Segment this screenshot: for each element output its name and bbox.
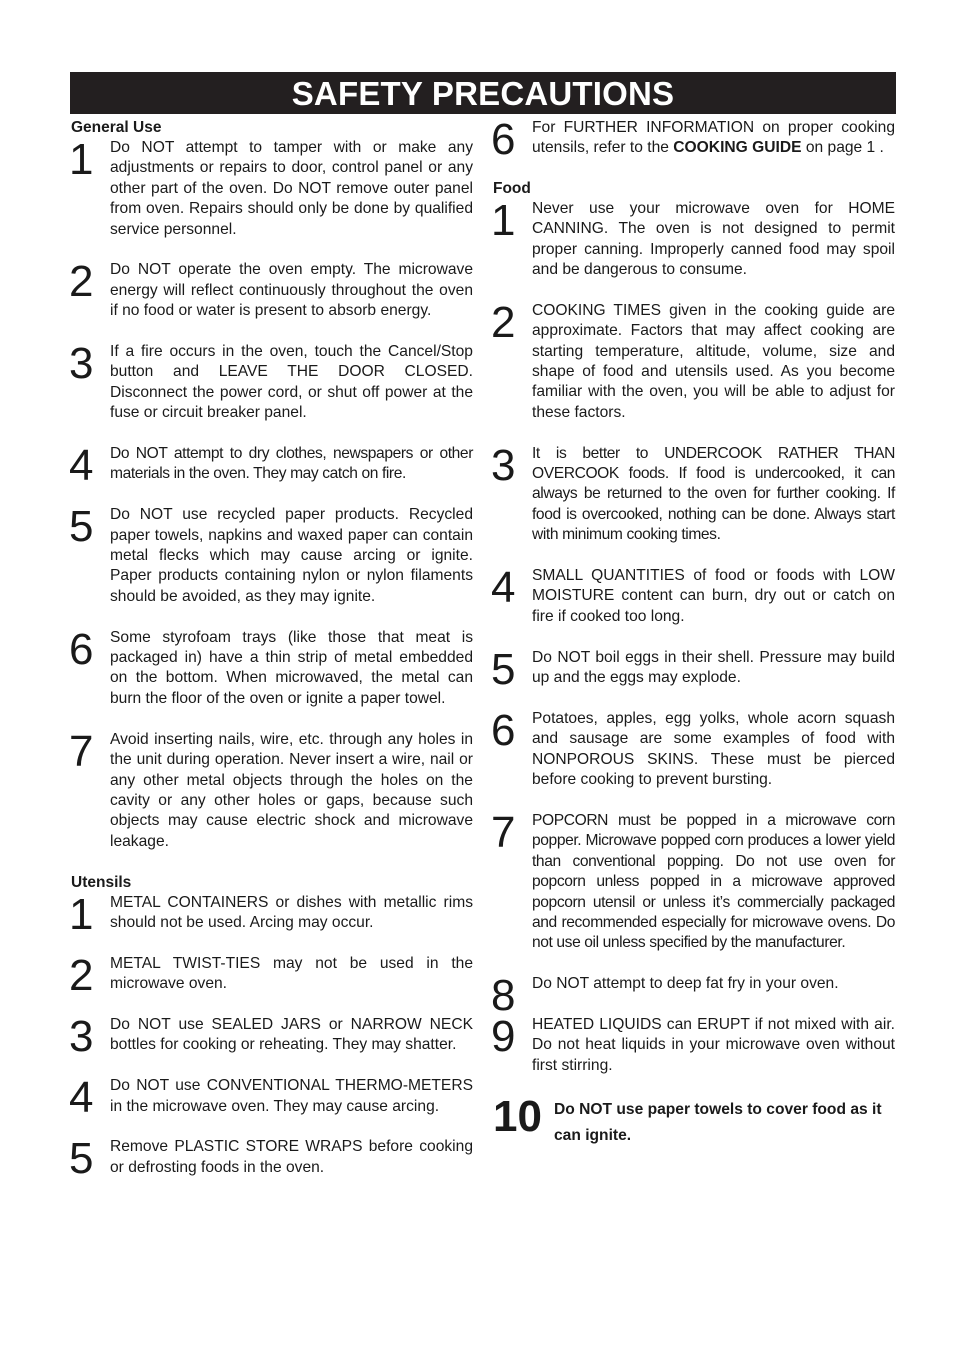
item-number: 6 bbox=[491, 705, 516, 755]
item-number: 4 bbox=[69, 1073, 94, 1123]
item-text: Do NOT use SEALED JARS or NARROW NECK bottles for cooking or reheating. They may shatter. bbox=[110, 1015, 473, 1054]
item-text: Do NOT use paper towels to cover food as it can ignite. bbox=[554, 1100, 882, 1144]
item-text: Never use your microwave oven for HOME CANNING. The oven is not designed to permit proper canning. Improperly canned food may spoil and be dangerous to consume. bbox=[532, 199, 895, 279]
general-use-item-6 bbox=[69, 624, 473, 710]
section-heading-food: Food bbox=[493, 179, 531, 197]
item-text: Some styrofoam trays (like those that meat is packaged in) have a thin strip of metal embedded on the bottom. When microwaved, the metal can burn the floor of the oven or ignite a paper towel. bbox=[110, 628, 473, 707]
item-text: It is better to UNDERCOOK RATHER THAN OVERCOOK foods. If food is undercooked, it can always be returned to the oven for further cooking. If food is overcooked, nothing can be done. Always start with minimum cooking times. bbox=[532, 444, 895, 544]
general-use-item-3 bbox=[69, 339, 473, 424]
item-number: 8 bbox=[491, 971, 516, 1021]
food-item-7 bbox=[491, 807, 895, 954]
item-text: Do NOT operate the oven empty. The microwave energy will reflect continuously throughout the oven if no food or water is present to absorb energy. bbox=[110, 261, 473, 320]
item-number: 2 bbox=[69, 950, 94, 1000]
utensils-item-4 bbox=[69, 1073, 473, 1123]
food-item-4 bbox=[491, 563, 895, 627]
item-number: 2 bbox=[69, 257, 94, 307]
item-number: 5 bbox=[69, 502, 94, 552]
item-number: 10 bbox=[493, 1091, 542, 1141]
item-text: HEATED LIQUIDS can ERUPT if not mixed with air. Do not heat liquids in your microwave oven without first stirring. bbox=[532, 1015, 895, 1074]
utensils-item-1 bbox=[69, 889, 473, 939]
item-text: METAL TWIST-TIES may not be used in the microwave oven. bbox=[110, 954, 473, 993]
item-text: If a fire occurs in the oven, touch the Cancel/Stop button and LEAVE THE DOOR CLOSED. Disconnect the power cord, or shut off power at the fuse or circuit breaker panel. bbox=[110, 343, 473, 422]
item-number: 4 bbox=[69, 441, 94, 491]
section-heading-utensils: Utensils bbox=[71, 873, 132, 891]
item-number: 2 bbox=[491, 297, 516, 347]
section-heading-general-use: General Use bbox=[71, 119, 162, 136]
item-number: 3 bbox=[69, 1011, 94, 1061]
item-text: Do NOT boil eggs in their shell. Pressure may build up and the eggs may explode. bbox=[532, 648, 895, 687]
item-text: Do NOT attempt to deep fat fry in your oven. bbox=[532, 975, 839, 993]
food-item-1 bbox=[491, 195, 895, 281]
item-text: Do NOT attempt to dry clothes, newspapers or other materials in the oven. They may catch on fire. bbox=[110, 445, 473, 483]
item-number: 7 bbox=[69, 726, 94, 776]
item-text: METAL CONTAINERS or dishes with metallic rims should not be used. Arcing may occur. bbox=[110, 893, 473, 931]
item-number: 1 bbox=[491, 195, 516, 245]
general-use-item-2 bbox=[69, 257, 473, 321]
left-column bbox=[71, 118, 473, 1199]
item-text: Do NOT use recycled paper products. Recycled paper towels, napkins and waxed paper can contain metal flecks which may cause arcing or ignite. Paper products containing nylon or nylon filaments should be avoided, as they may ignite. bbox=[110, 506, 473, 605]
item-text: Do NOT attempt to tamper with or make any adjustments or repairs to door, control panel or any other part of the oven. Do NOT remove outer panel from oven. Repairs should only be done by qualified service personnel. bbox=[110, 139, 473, 238]
utensils-item-2 bbox=[69, 950, 473, 1000]
general-use-item-1 bbox=[69, 135, 473, 240]
food-item-2 bbox=[491, 297, 895, 423]
food-item-8 bbox=[491, 971, 895, 1021]
general-use-item-7 bbox=[69, 726, 473, 852]
item-number: 1 bbox=[69, 889, 94, 939]
item-number: 6 bbox=[491, 115, 516, 164]
item-number: 5 bbox=[491, 644, 516, 694]
food-item-9 bbox=[491, 1011, 895, 1076]
item-text bbox=[532, 118, 895, 159]
food-item-5 bbox=[491, 644, 895, 694]
general-use-item-4 bbox=[69, 441, 473, 491]
item-text-part: For FURTHER INFORMATION on proper cooking utensils, refer to the bbox=[532, 119, 895, 157]
item-text-part: on page 1 . bbox=[801, 139, 884, 157]
item-text: Remove PLASTIC STORE WRAPS before cooking or defrosting foods in the oven. bbox=[110, 1138, 473, 1176]
item-number: 3 bbox=[69, 339, 94, 389]
item-text: SMALL QUANTITIES of food or foods with LOW MOISTURE content can burn, dry out or catch on fire if cooked too long. bbox=[532, 567, 895, 625]
general-use-item-5 bbox=[69, 502, 473, 607]
food-item-3 bbox=[491, 440, 895, 546]
item-text: POPCORN must be popped in a microwave corn popper. Microwave popped corn produces a lower yield than conventional popping. Do not use oven for popcorn unless popped in a microwave approved popcorn utensil or unless it’s commercially packaged and recommended especially for microwave ovens. Do not use oil unless specified by the manufacturer. bbox=[532, 811, 895, 952]
item-number: 6 bbox=[69, 624, 94, 674]
utensils-item-6 bbox=[491, 115, 895, 164]
item-number: 3 bbox=[491, 440, 516, 490]
item-text: COOKING TIMES given in the cooking guide are approximate. Factors that may affect cooking are starting temperature, altitude, volume, size and shape of food and utensils used. As you become familiar with the oven, you will be able to adjust for these factors. bbox=[532, 301, 895, 421]
utensils-item-5 bbox=[69, 1134, 473, 1184]
food-item-10 bbox=[493, 1091, 895, 1149]
page-title: SAFETY PRECAUTIONS bbox=[70, 72, 896, 114]
right-column bbox=[491, 115, 895, 1169]
item-number: 9 bbox=[491, 1011, 516, 1061]
cooking-guide-reference: COOKING GUIDE bbox=[673, 139, 802, 157]
item-number: 4 bbox=[491, 563, 516, 613]
item-text: Do NOT use CONVENTIONAL THERMO-METERS in the microwave oven. They may cause arcing. bbox=[110, 1077, 473, 1115]
item-number: 5 bbox=[69, 1134, 94, 1184]
item-text: Avoid inserting nails, wire, etc. through any holes in the unit during operation. Never insert a wire, nail or any other metal objects through the holes on the cavity or any other holes or gaps, because such objects may cause electric shock and microwave leakage. bbox=[110, 730, 473, 850]
utensils-item-3 bbox=[69, 1011, 473, 1061]
item-number: 1 bbox=[69, 135, 94, 184]
item-text: Potatoes, apples, egg yolks, whole acorn squash and sausage are some examples of food with NONPOROUS SKINS. These must be pierced before cooking to prevent bursting. bbox=[532, 709, 895, 789]
item-number: 7 bbox=[491, 807, 516, 857]
food-item-6 bbox=[491, 705, 895, 791]
